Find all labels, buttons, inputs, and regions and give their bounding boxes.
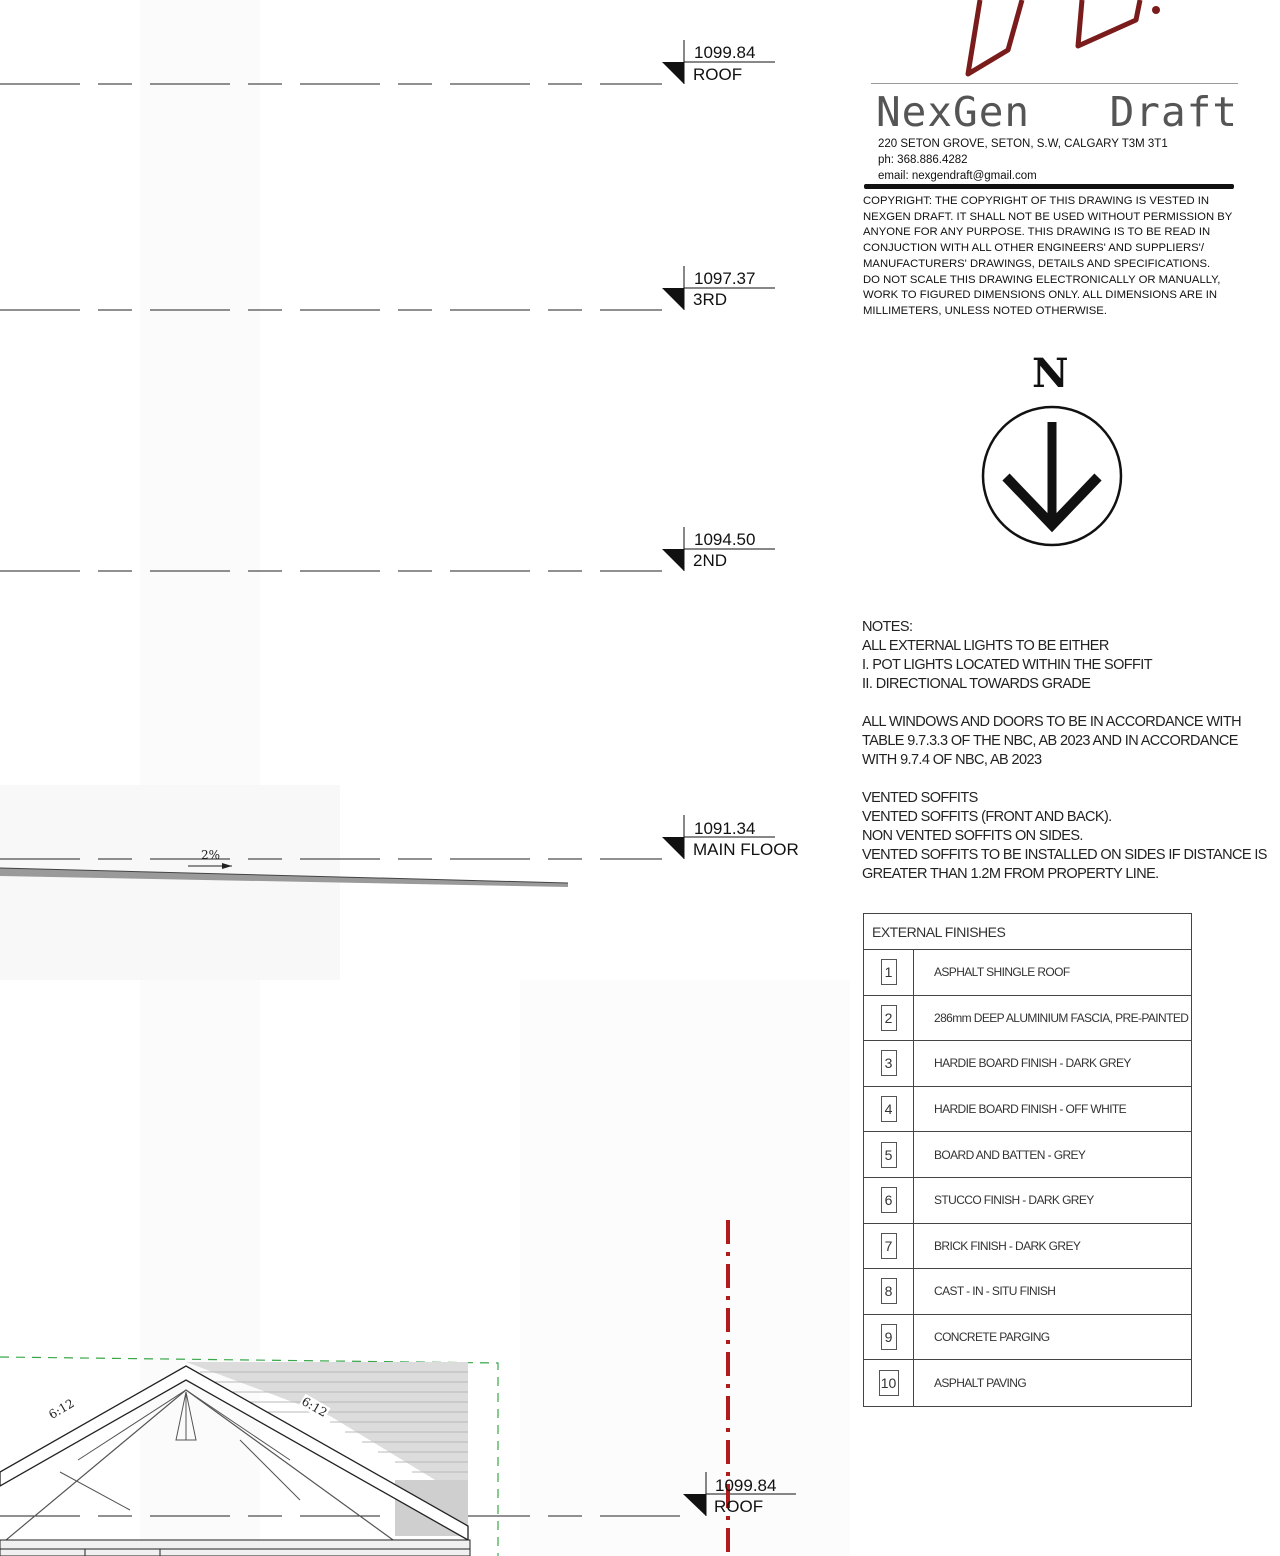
- note-line: NON VENTED SOFFITS ON SIDES.: [862, 828, 1083, 844]
- finish-number: 1: [881, 959, 897, 985]
- notes-heading: NOTES:: [862, 619, 913, 635]
- table-row: [864, 1087, 1191, 1133]
- level-name-roof: ROOF: [693, 65, 743, 84]
- note-line: GREATER THAN 1.2M FROM PROPERTY LINE.: [862, 866, 1159, 882]
- table-row: [864, 1041, 1191, 1087]
- finish-description: BOARD AND BATTEN - GREY: [934, 1147, 1086, 1162]
- note-line: WITH 9.7.4 OF NBC, AB 2023: [862, 752, 1042, 768]
- level-name-roof-lower: ROOF: [714, 1497, 764, 1516]
- note-line: VENTED SOFFITS TO BE INSTALLED ON SIDES IF DISTANCE IS: [862, 847, 1267, 863]
- scale-note: DO NOT SCALE THIS DRAWING ELECTRONICALLY OR MANUALLY, WORK TO FIGURED DIMENSIONS ONLY. ALL DIMENSIONS ARE IN MILLIMETERS, UNLESS NOTED OTHERWISE.: [863, 273, 1221, 317]
- finish-description: ASPHALT PAVING: [934, 1376, 1027, 1391]
- copyright-note: COPYRIGHT: THE COPYRIGHT OF THIS DRAWING IS VESTED IN NEXGEN DRAFT. IT SHALL NOT BE USED WITHOUT PERMISSION BY ANYONE FOR ANY PURPOSE. THIS DRAWING IS TO BE READ IN CONJUCTION WITH ALL OTHER ENGINEERS' AND SUPPLIERS'/ MANUFACTURERS' DRAWINGS, DETAILS AND SPECIFICATIONS.: [863, 195, 1233, 270]
- finish-description: ASPHALT SHINGLE ROOF: [934, 965, 1070, 980]
- level-name-main-floor: MAIN FLOOR: [693, 840, 799, 859]
- table-row: [864, 1178, 1191, 1224]
- finish-number: 8: [881, 1278, 897, 1304]
- company-name: [876, 88, 1238, 136]
- note-line: VENTED SOFFITS (FRONT AND BACK).: [862, 809, 1112, 825]
- level-elevation-3rd: 1097.37: [694, 269, 756, 288]
- company-logo: [968, 0, 1160, 74]
- company-phone: ph: 368.886.4282: [878, 154, 968, 166]
- roof-slope-left-label: 6:12: [46, 1396, 77, 1422]
- note-line: TABLE 9.7.3.3 OF THE NBC, AB 2023 AND IN ACCORDANCE: [862, 733, 1238, 749]
- note-line: I. POT LIGHTS LOCATED WITHIN THE SOFFIT: [862, 657, 1152, 673]
- finish-number: 7: [881, 1233, 897, 1259]
- note-line: VENTED SOFFITS: [862, 790, 978, 806]
- level-elevation-main-floor: 1091.34: [694, 819, 756, 838]
- finish-number: 9: [881, 1324, 897, 1350]
- finish-description: CAST - IN - SITU FINISH: [934, 1284, 1056, 1299]
- table-row: [864, 1132, 1191, 1178]
- level-name-3rd: 3RD: [693, 290, 728, 309]
- title-block-divider: [864, 184, 1234, 189]
- roof-slope-right-label: 6:12: [299, 1394, 330, 1420]
- level-elevation-roof: 1099.84: [694, 43, 756, 62]
- table-row: [864, 1269, 1191, 1315]
- finish-number: 2: [881, 1005, 897, 1031]
- finish-description: 286mm DEEP ALUMINIUM FASCIA, PRE-PAINTED: [934, 1010, 1189, 1025]
- table-row: [864, 1315, 1191, 1361]
- external-finishes-title: EXTERNAL FINISHES: [864, 914, 1191, 950]
- finish-description: STUCCO FINISH - DARK GREY: [934, 1193, 1094, 1208]
- table-row: [864, 950, 1191, 996]
- finish-number: 4: [881, 1096, 897, 1122]
- legal-notes: [863, 194, 1243, 320]
- table-row: [864, 1224, 1191, 1270]
- table-row: [864, 1360, 1191, 1406]
- company-name-left: NexGen: [876, 88, 1031, 136]
- finish-number: 3: [881, 1050, 897, 1076]
- level-name-2nd: 2ND: [693, 551, 728, 570]
- level-elevation-roof-lower: 1099.84: [715, 1476, 777, 1495]
- company-email: email: nexgendraft@gmail.com: [878, 170, 1037, 182]
- finish-number: 6: [881, 1187, 897, 1213]
- general-notes: [862, 618, 1267, 884]
- finish-description: BRICK FINISH - DARK GREY: [934, 1238, 1081, 1253]
- company-address: 220 SETON GROVE, SETON, S.W, CALGARY T3M 3T1: [878, 138, 1168, 150]
- note-line: ALL WINDOWS AND DOORS TO BE IN ACCORDANCE WITH: [862, 714, 1241, 730]
- external-finishes-table: [863, 913, 1192, 1407]
- finish-number: 5: [881, 1142, 897, 1168]
- company-name-right: Draft: [1109, 88, 1238, 136]
- finish-description: HARDIE BOARD FINISH - DARK GREY: [934, 1056, 1131, 1071]
- finish-description: HARDIE BOARD FINISH - OFF WHITE: [934, 1102, 1127, 1117]
- finish-description: CONCRETE PARGING: [934, 1330, 1050, 1345]
- brand-divider: [871, 83, 1238, 84]
- finish-number: 10: [879, 1370, 899, 1396]
- note-line: II. DIRECTIONAL TOWARDS GRADE: [862, 676, 1091, 692]
- table-row: [864, 996, 1191, 1042]
- north-label: N: [1032, 350, 1069, 397]
- note-line: ALL EXTERNAL LIGHTS TO BE EITHER: [862, 638, 1109, 654]
- north-arrow-icon: [983, 407, 1121, 545]
- level-elevation-2nd: 1094.50: [694, 530, 756, 549]
- deck-slope-label: 2%: [201, 848, 221, 862]
